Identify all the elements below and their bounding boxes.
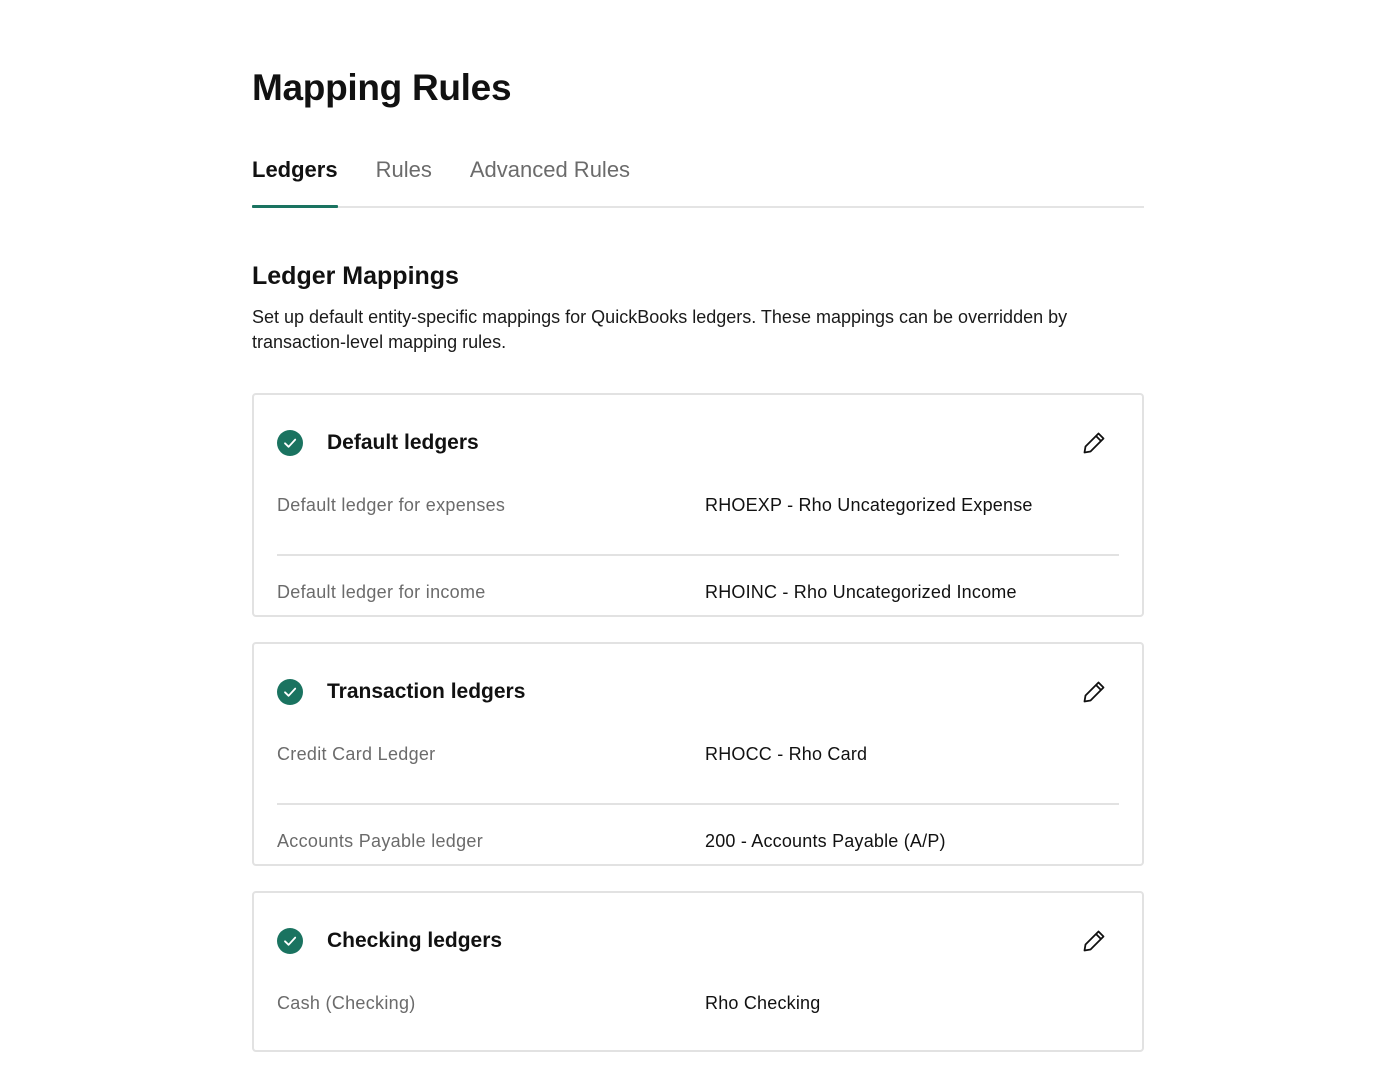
pencil-icon[interactable] [1080,429,1108,457]
row-label: Cash (Checking) [277,993,416,1013]
ledger-row [277,989,1119,1052]
pencil-icon[interactable] [1080,678,1108,706]
row-value: 200 - Accounts Payable (A/P) [705,831,946,851]
card-header [254,893,1142,989]
check-circle-icon [277,430,303,456]
row-label: Default ledger for expenses [277,495,506,515]
row-value: RHOINC - Rho Uncategorized Income [705,582,1017,602]
row-value: RHOEXP - Rho Uncategorized Expense [705,495,1033,515]
row-label: Default ledger for income [277,582,486,602]
card-title: Transaction ledgers [327,680,526,703]
tab-ledgers[interactable]: Ledgers [252,150,338,206]
check-circle-icon [277,928,303,954]
section-description: Set up default entity-specific mappings for QuickBooks ledgers. These mappings can be overridden by transaction-level mapping rules. [252,307,1068,352]
row-value: RHOCC - Rho Card [705,744,868,764]
row-label: Credit Card Ledger [277,744,436,764]
row-value: Rho Checking [705,993,821,1013]
card-header [254,395,1142,491]
ledger-row [277,554,1119,619]
ledger-row [277,740,1119,803]
card-default-ledgers [252,393,1144,617]
check-circle-icon [277,679,303,705]
row-label: Accounts Payable ledger [277,831,484,851]
section-title: Ledger Mappings [252,262,459,290]
ledger-row [277,803,1119,868]
card-checking-ledgers [252,891,1144,1052]
ledger-row [277,491,1119,554]
card-transaction-ledgers [252,642,1144,866]
card-header [254,644,1142,740]
card-title: Default ledgers [327,431,479,454]
tab-advanced-rules[interactable]: Advanced Rules [469,157,631,182]
page-title: Mapping Rules [252,67,512,108]
tab-rules[interactable]: Rules [375,157,432,182]
pencil-icon[interactable] [1080,927,1108,955]
tab-bar [252,150,1144,208]
card-title: Checking ledgers [327,929,503,952]
